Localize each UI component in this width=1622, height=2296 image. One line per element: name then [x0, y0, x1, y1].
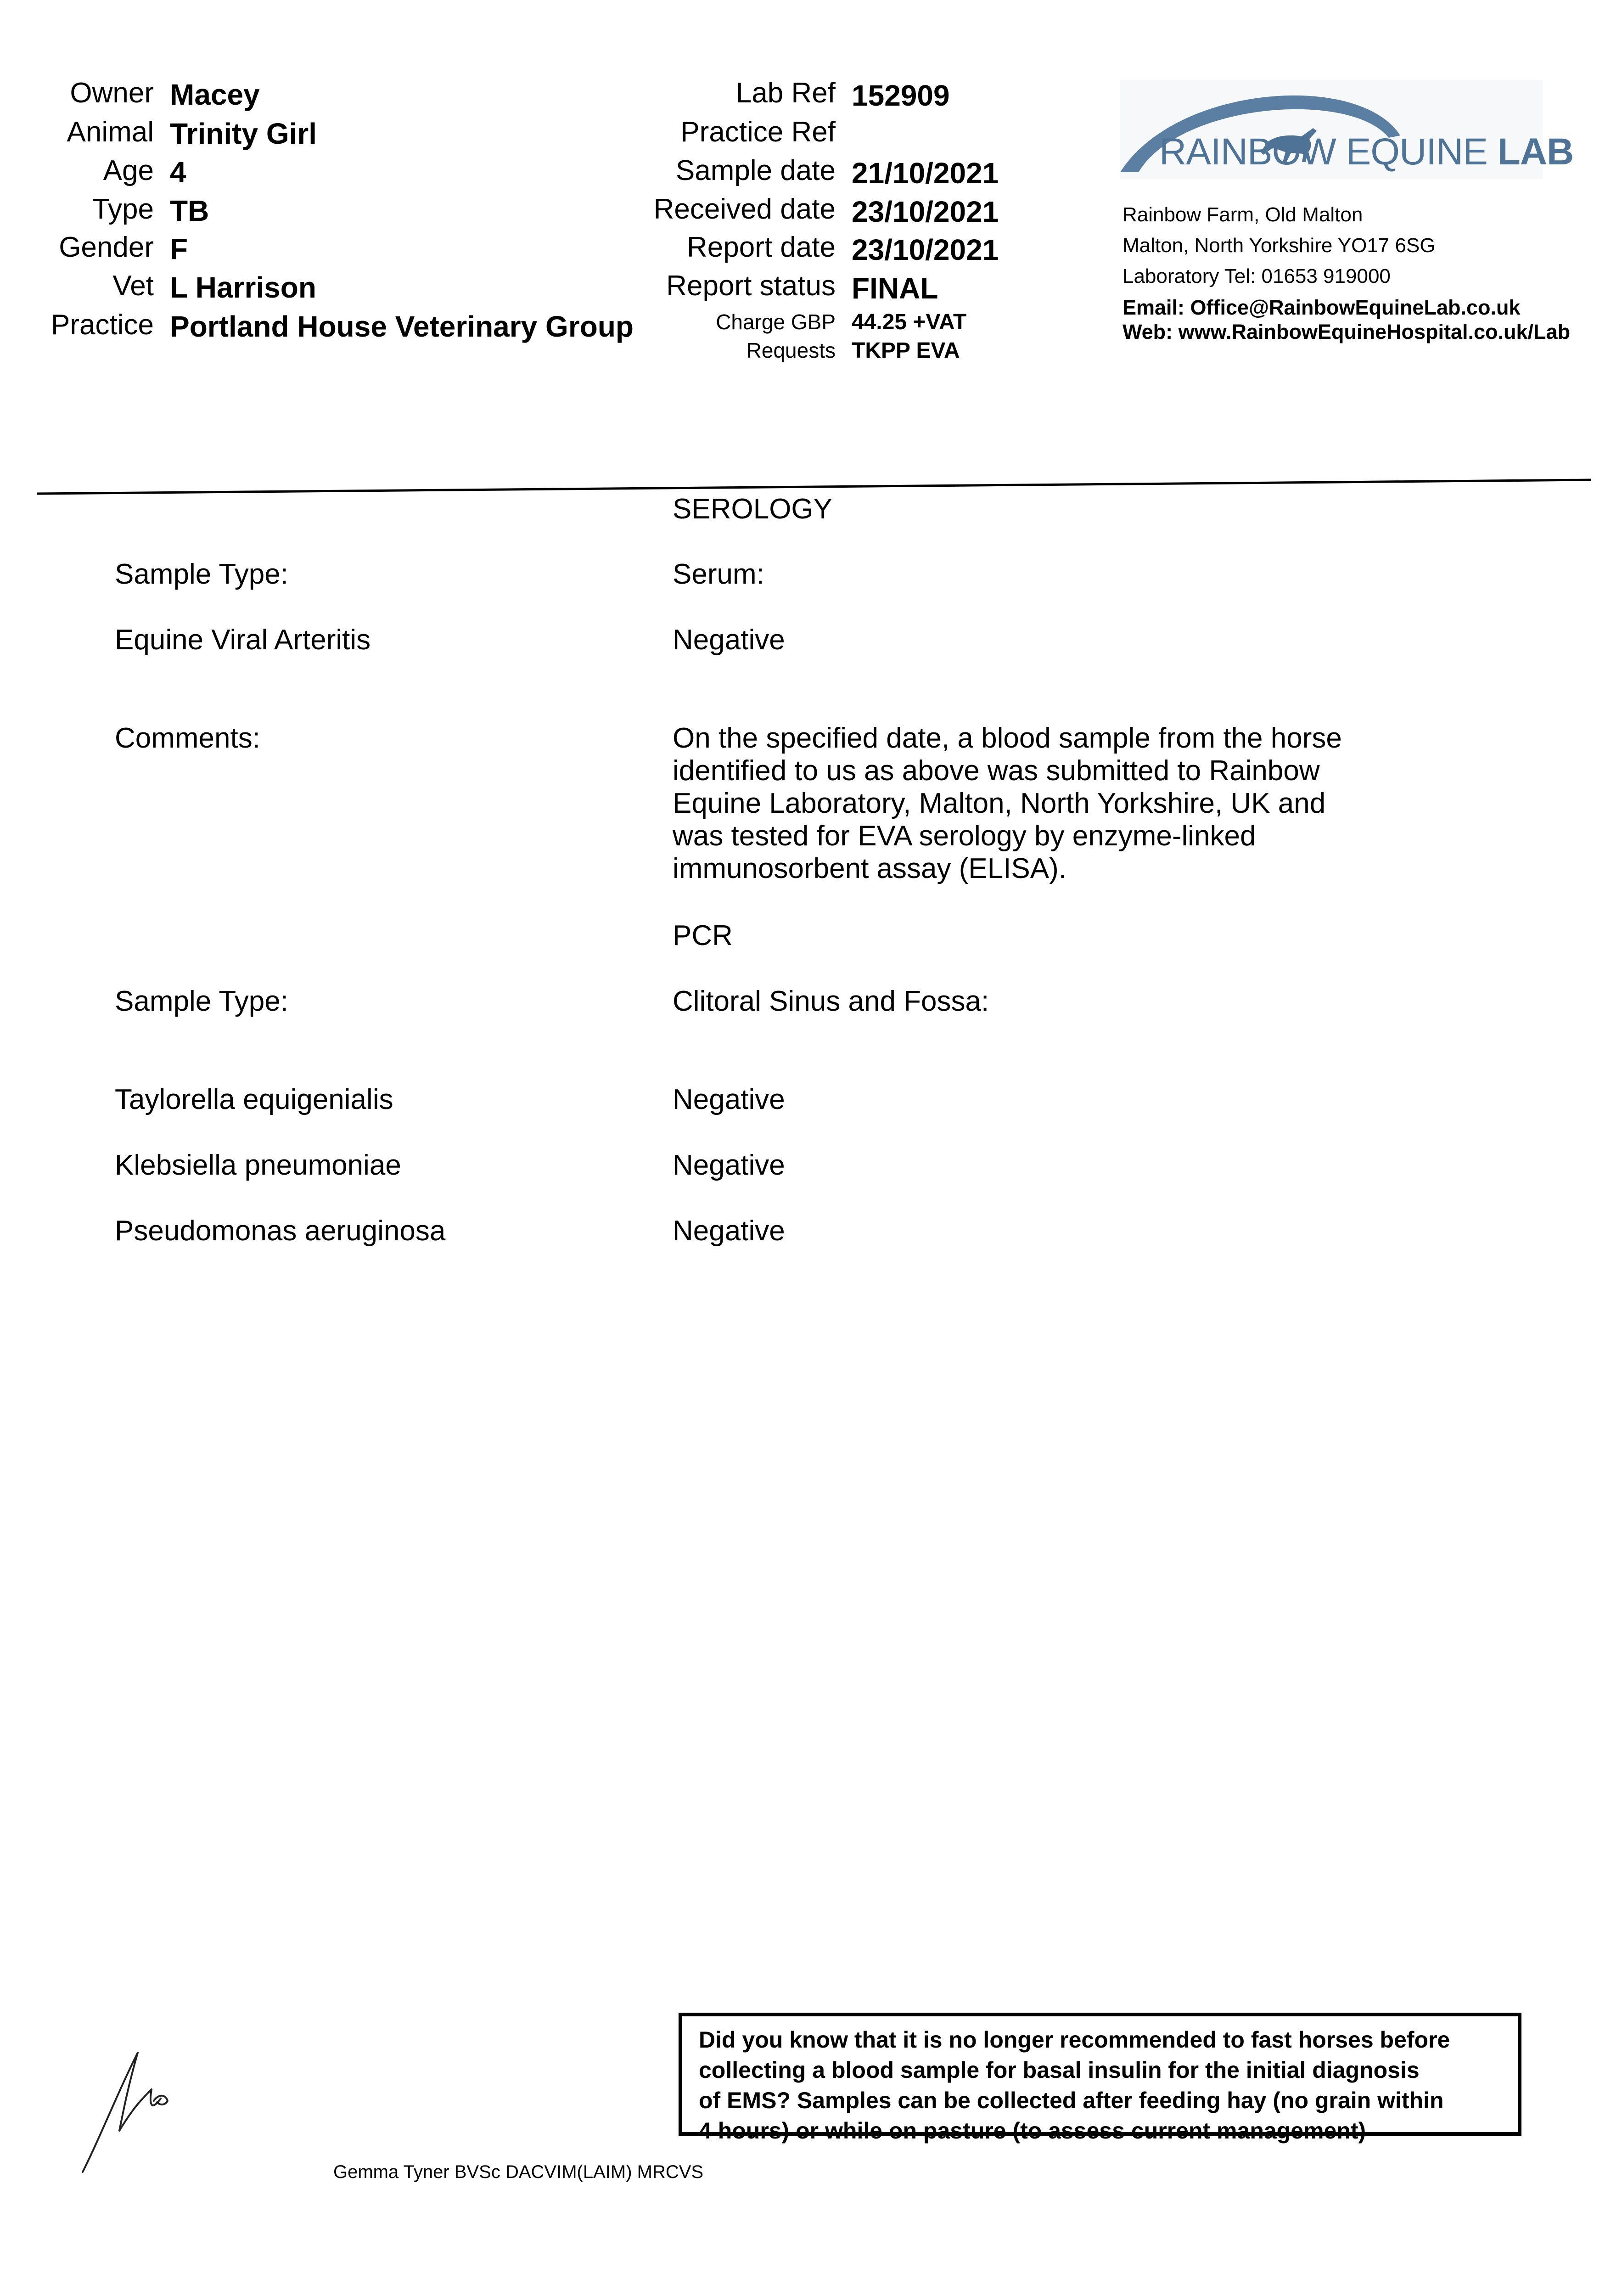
ems-notice-box	[679, 2013, 1521, 2144]
vet-label: Vet	[112, 270, 154, 302]
report-status-label: Report status	[666, 270, 836, 302]
pcr-sample-type-label: Sample Type:	[115, 985, 288, 1017]
requests-label: Requests	[746, 338, 836, 362]
pcr-sample-type-value: Clitoral Sinus and Fossa:	[673, 985, 989, 1017]
comments-text	[673, 722, 1453, 885]
comment-line: immunosorbent assay (ELISA).	[673, 853, 1067, 884]
pcr-heading: PCR	[673, 920, 733, 951]
lab-ref-label: Lab Ref	[735, 77, 836, 109]
signer-name: Gemma Tyner BVSc DACVIM(LAIM) MRCVS	[333, 2162, 704, 2182]
charge-label: Charge GBP	[716, 310, 836, 334]
pcr-test-name: Klebsiella pneumoniae	[115, 1149, 401, 1181]
pcr-test-result: Negative	[673, 1215, 785, 1247]
lab-ref-value: 152909	[852, 79, 950, 112]
lab-web[interactable]: Web: www.RainbowEquineHospital.co.uk/Lab	[1122, 320, 1571, 343]
notice-line: Did you know that it is no longer recommended to fast horses before	[699, 2027, 1450, 2053]
comment-line: Equine Laboratory, Malton, North Yorkshire, UK and	[673, 788, 1326, 819]
comments-label: Comments:	[115, 722, 260, 754]
animal-value: Trinity Girl	[170, 117, 317, 150]
eva-test-result: Negative	[673, 624, 785, 656]
sample-date-value: 21/10/2021	[852, 157, 999, 190]
report-date-label: Report date	[687, 231, 836, 263]
signature-image	[73, 2043, 179, 2177]
charge-value: 44.25 +VAT	[852, 310, 967, 334]
pcr-test-name: Pseudomonas aeruginosa	[115, 1215, 446, 1247]
comment-line: was tested for EVA serology by enzyme-linked	[673, 820, 1256, 852]
serology-sample-type-label: Sample Type:	[115, 558, 288, 590]
gender-value: F	[170, 232, 188, 265]
type-label: Type	[92, 193, 154, 225]
comment-line: identified to us as above was submitted to Rainbow	[673, 755, 1320, 787]
eva-test-name: Equine Viral Arteritis	[115, 624, 371, 656]
gender-label: Gender	[59, 231, 154, 263]
pcr-test-result: Negative	[673, 1149, 785, 1181]
serology-sample-type-value: Serum:	[673, 558, 764, 590]
logo-name: RAINBOW EQUINE	[1159, 131, 1487, 173]
notice-line: collecting a blood sample for basal insulin for the initial diagnosis	[699, 2057, 1420, 2083]
received-date-label: Received date	[653, 193, 836, 225]
notice-line: of EMS? Samples can be collected after feeding hay (no grain within	[699, 2088, 1444, 2113]
comment-line: On the specified date, a blood sample from the horse	[673, 722, 1342, 754]
logo-wordmark	[1159, 133, 1573, 171]
vet-value: L Harrison	[170, 271, 316, 304]
lab-address-line1: Rainbow Farm, Old Malton	[1122, 203, 1363, 226]
sample-date-label: Sample date	[675, 155, 836, 186]
lab-tel: Laboratory Tel: 01653 919000	[1122, 265, 1391, 287]
practice-value: Portland House Veterinary Group	[170, 310, 634, 343]
owner-label: Owner	[70, 77, 154, 109]
received-date-value: 23/10/2021	[852, 195, 999, 228]
practice-ref-label: Practice Ref	[680, 116, 836, 148]
requests-value: TKPP EVA	[852, 338, 960, 363]
animal-label: Animal	[67, 116, 154, 148]
report-date-value: 23/10/2021	[852, 233, 999, 266]
notice-line: 4 hours) or while on pasture (to assess current management)	[699, 2118, 1366, 2144]
pcr-test-name: Taylorella equigenialis	[115, 1084, 393, 1115]
lab-address-line2: Malton, North Yorkshire YO17 6SG	[1122, 234, 1436, 257]
logo-lab: LAB	[1497, 131, 1574, 173]
serology-heading: SEROLOGY	[673, 493, 832, 525]
type-value: TB	[170, 194, 209, 227]
owner-value: Macey	[170, 78, 260, 111]
pcr-test-result: Negative	[673, 1084, 785, 1115]
age-label: Age	[103, 155, 154, 186]
lab-email[interactable]: Email: Office@RainbowEquineLab.co.uk	[1122, 296, 1521, 319]
age-value: 4	[170, 156, 186, 189]
practice-label: Practice	[51, 309, 154, 341]
report-status-value: FINAL	[852, 272, 938, 305]
